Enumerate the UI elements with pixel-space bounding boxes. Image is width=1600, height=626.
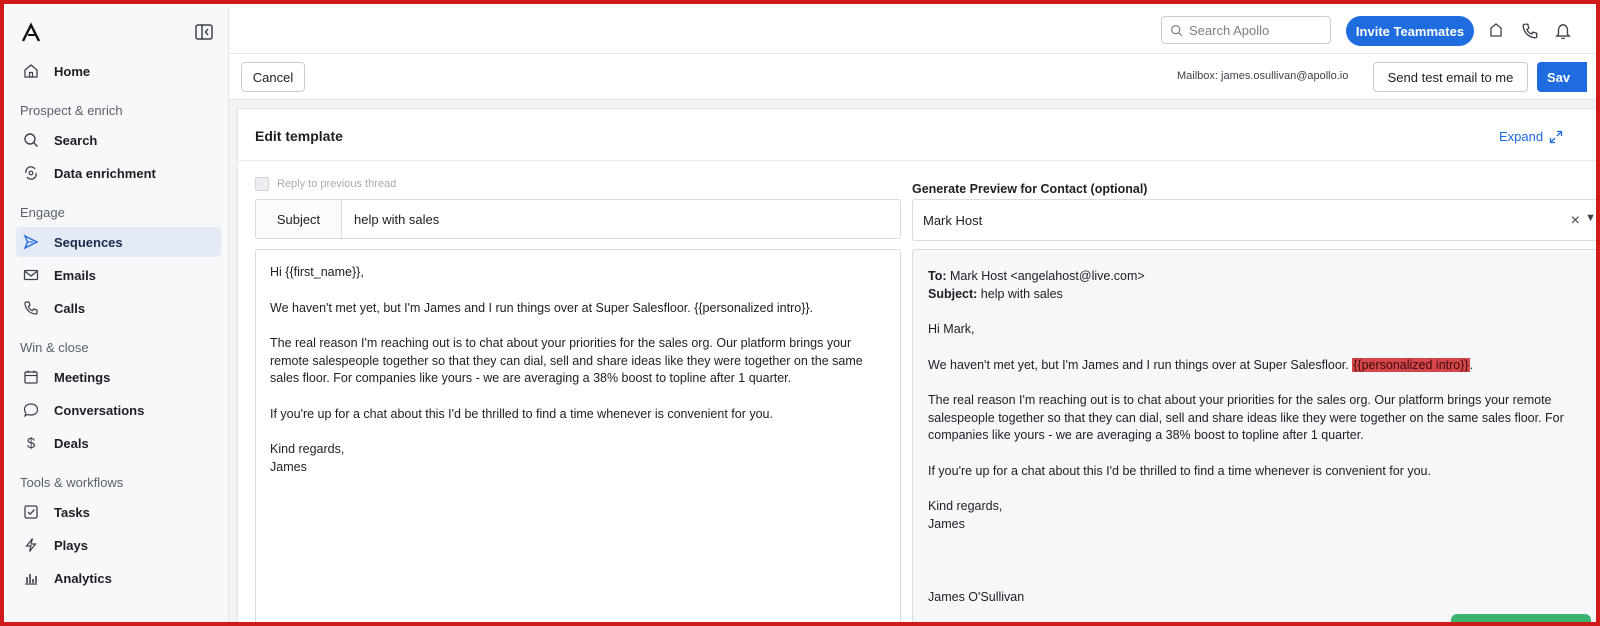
card-header (238, 109, 1599, 161)
save-button[interactable]: Sav (1537, 62, 1587, 92)
search-placeholder: Search Apollo (1189, 22, 1270, 38)
invite-teammates-button[interactable]: Invite Teammates (1346, 16, 1474, 46)
sidebar-item-plays[interactable] (16, 530, 221, 560)
bell-icon[interactable] (1554, 22, 1572, 40)
sidebar-item-deals[interactable] (16, 428, 221, 458)
phone-icon (22, 299, 40, 317)
sidebar-item-home[interactable] (16, 56, 221, 86)
mail-icon (22, 266, 40, 284)
preview-spacer (928, 533, 1585, 589)
sidebar-item-calls[interactable] (16, 293, 221, 323)
sidebar-item-label: Data enrichment (54, 165, 156, 181)
apollo-logo-icon[interactable] (20, 22, 42, 44)
send-test-email-button[interactable]: Send test email to me (1373, 62, 1528, 92)
preview-subject-line (928, 286, 1585, 304)
page-title: Edit template (255, 128, 343, 144)
preview-paragraph-2: The real reason I'm reaching out is to chat about your priorities for the sales org. Our platform brings your remote salespeople together so that they can dial, sell and share ideas like they were together on the same sales floor. For companies like yours - we are averaging a 38% boost to topline after 1 quarter. (928, 393, 1564, 442)
preview-contact-select[interactable] (912, 199, 1600, 241)
subject-field (255, 199, 901, 239)
puzzle-icon[interactable] (1487, 22, 1505, 40)
expand-label: Expand (1499, 129, 1544, 144)
preview-greeting: Hi Mark, (928, 322, 975, 336)
subject-label: Subject (256, 200, 342, 238)
section-prospect-label: Prospect & enrich (20, 103, 123, 118)
sidebar-item-meetings[interactable] (16, 362, 221, 392)
preview-paragraph-1 (928, 357, 1585, 375)
subject-input[interactable]: help with sales (354, 211, 440, 227)
search-input[interactable] (1161, 16, 1331, 44)
sidebar-item-conversations[interactable] (16, 395, 221, 425)
dollar-icon: $ (26, 434, 36, 452)
search-icon (1170, 24, 1183, 37)
body-paragraph-1: We haven't met yet, but I'm James and I run things over at Super Salesfloor. {{personalized intro}}. (270, 300, 814, 315)
task-checkbox-icon (22, 503, 40, 521)
sidebar-item-tasks[interactable] (16, 497, 221, 527)
expand-button[interactable] (1499, 129, 1563, 144)
body-paragraph-3: If you're up for a chat about this I'd be thrilled to find a time whenever is convenient for you. (270, 406, 773, 421)
sidebar-item-data-enrichment[interactable] (16, 158, 221, 188)
preview-to-value: Mark Host <angelahost@live.com> (950, 269, 1145, 283)
sidebar-item-label: Deals (54, 435, 89, 451)
search-icon (22, 131, 40, 149)
sidebar-item-emails[interactable] (16, 260, 221, 290)
preview-p1-text: We haven't met yet, but I'm James and I run things over at Super Salesfloor. (928, 357, 1349, 372)
body-signature: James (270, 459, 307, 474)
sidebar-item-label: Sequences (54, 234, 123, 250)
collapse-sidebar-icon[interactable] (194, 22, 214, 42)
edit-template-card (237, 108, 1600, 626)
sidebar-item-label: Analytics (54, 570, 112, 586)
sidebar-item-label: Search (54, 132, 98, 148)
body-closing: Kind regards, (270, 442, 345, 456)
reply-thread-label: Reply to previous thread (277, 178, 397, 190)
cancel-button[interactable]: Cancel (241, 62, 305, 92)
section-tools-label: Tools & workflows (20, 475, 124, 490)
preview-contact-value: Mark Host (923, 212, 983, 228)
email-preview (912, 249, 1600, 626)
sidebar-item-label: Home (54, 63, 91, 79)
top-bar (229, 8, 1600, 54)
calendar-icon (22, 368, 40, 386)
clear-icon[interactable]: × (1570, 212, 1580, 229)
bar-chart-icon (22, 569, 40, 587)
section-engage-label: Engage (20, 205, 65, 220)
sidebar-item-label: Conversations (54, 402, 145, 418)
chevron-down-icon[interactable]: ▼ (1585, 212, 1596, 224)
green-status-chip[interactable] (1451, 614, 1591, 626)
sidebar-item-label: Meetings (54, 369, 111, 385)
sidebar (8, 8, 229, 626)
email-body-editor[interactable] (255, 249, 901, 626)
mailbox-label: Mailbox: james.osullivan@apollo.io (1177, 70, 1349, 82)
sidebar-item-label: Emails (54, 267, 96, 283)
lightning-icon (22, 536, 40, 554)
sidebar-item-analytics[interactable] (16, 563, 221, 593)
home-icon (22, 62, 40, 80)
body-paragraph-2: The real reason I'm reaching out is to chat about your priorities for the sales org. Our platform brings your remote salespeople together so that they can dial, sell and share ideas like they were together on the same sales floor. For companies like yours - we are averaging a 38% boost to topline after 1 quarter. (270, 336, 863, 385)
missing-variable-highlight: {{personalized intro}} (1353, 357, 1469, 372)
body-greeting: Hi {{first_name}}, (270, 265, 364, 279)
preview-to-label: To: (928, 269, 947, 283)
preview-subject-value: help with sales (980, 286, 1063, 301)
preview-contact-label: Generate Preview for Contact (optional) (912, 182, 1148, 196)
section-win-label: Win & close (20, 340, 89, 355)
preview-signature: James (928, 516, 965, 531)
preview-subject-label: Subject: (928, 286, 978, 301)
sidebar-item-label: Calls (54, 300, 86, 316)
phone-icon[interactable] (1521, 22, 1539, 40)
sidebar-item-label: Plays (54, 537, 88, 553)
chat-bubble-icon (22, 401, 40, 419)
preview-closing: Kind regards, (928, 499, 1003, 513)
action-bar (229, 54, 1600, 100)
preview-to-line (928, 268, 1585, 286)
preview-sender-name: James O'Sullivan (928, 590, 1025, 604)
expand-arrows-icon (1549, 130, 1563, 144)
enrichment-icon (22, 164, 40, 182)
sidebar-item-search[interactable] (16, 125, 221, 155)
sidebar-item-sequences[interactable] (16, 227, 221, 257)
preview-paragraph-3: If you're up for a chat about this I'd be thrilled to find a time whenever is convenient for you. (928, 463, 1431, 478)
sidebar-item-label: Tasks (54, 504, 90, 520)
reply-thread-checkbox[interactable] (255, 177, 269, 191)
reply-thread-option[interactable] (255, 177, 396, 191)
preview-p1-end: . (1469, 357, 1474, 372)
send-icon (22, 233, 40, 251)
